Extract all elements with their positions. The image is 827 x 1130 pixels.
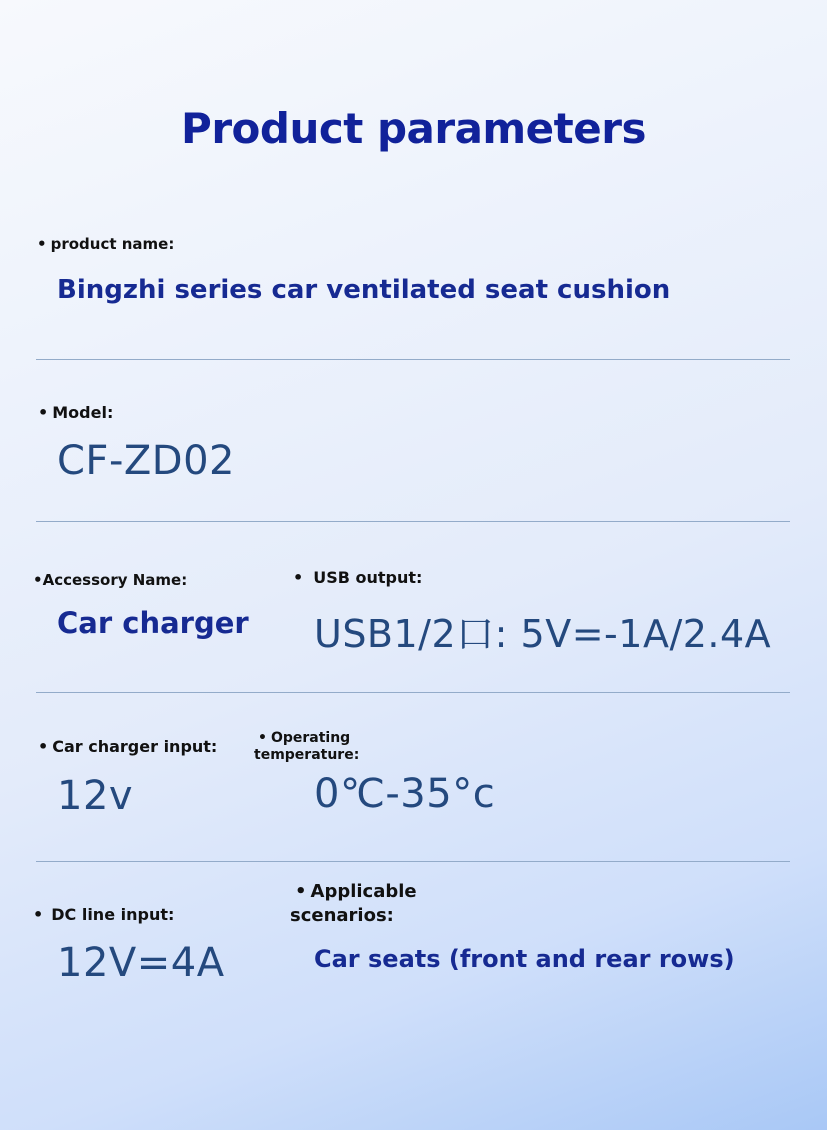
divider (36, 521, 790, 522)
applicable-scenarios-label-line1: • Applicable (295, 881, 417, 902)
product-name-label: • product name: (37, 235, 175, 253)
bullet-icon: • (38, 403, 49, 422)
accessory-name-label: •Accessory Name: (33, 571, 188, 589)
page-title: Product parameters (181, 104, 646, 153)
divider (36, 692, 790, 693)
car-charger-input-label: • Car charger input: (38, 737, 218, 756)
bullet-icon: • (293, 568, 304, 587)
operating-temperature-value: 0℃-35°c (314, 771, 496, 817)
bullet-icon: • (38, 737, 49, 756)
applicable-scenarios-value: Car seats (front and rear rows) (314, 945, 735, 973)
bullet-icon: • (33, 571, 43, 589)
bullet-icon: • (33, 905, 44, 924)
product-name-value: Bingzhi series car ventilated seat cushion (57, 275, 671, 305)
operating-temperature-label-line2: temperature: (254, 747, 360, 763)
divider (36, 861, 790, 862)
model-value: CF-ZD02 (57, 438, 235, 484)
usb-output-label: • USB output: (293, 568, 423, 587)
model-label: • Model: (38, 403, 114, 422)
dc-line-input-value: 12V=4A (57, 940, 225, 986)
divider (36, 359, 790, 360)
dc-line-input-label: • DC line input: (33, 905, 175, 924)
bullet-icon: • (37, 235, 47, 253)
accessory-name-value: Car charger (57, 606, 249, 640)
car-charger-input-value: 12v (57, 773, 134, 819)
bullet-icon: • (295, 881, 307, 902)
applicable-scenarios-label-line2: scenarios: (290, 905, 394, 926)
usb-output-value: USB1/2口: 5V=-1A/2.4A (314, 612, 772, 656)
operating-temperature-label-line1: • Operating (258, 730, 351, 746)
bullet-icon: • (258, 730, 267, 746)
